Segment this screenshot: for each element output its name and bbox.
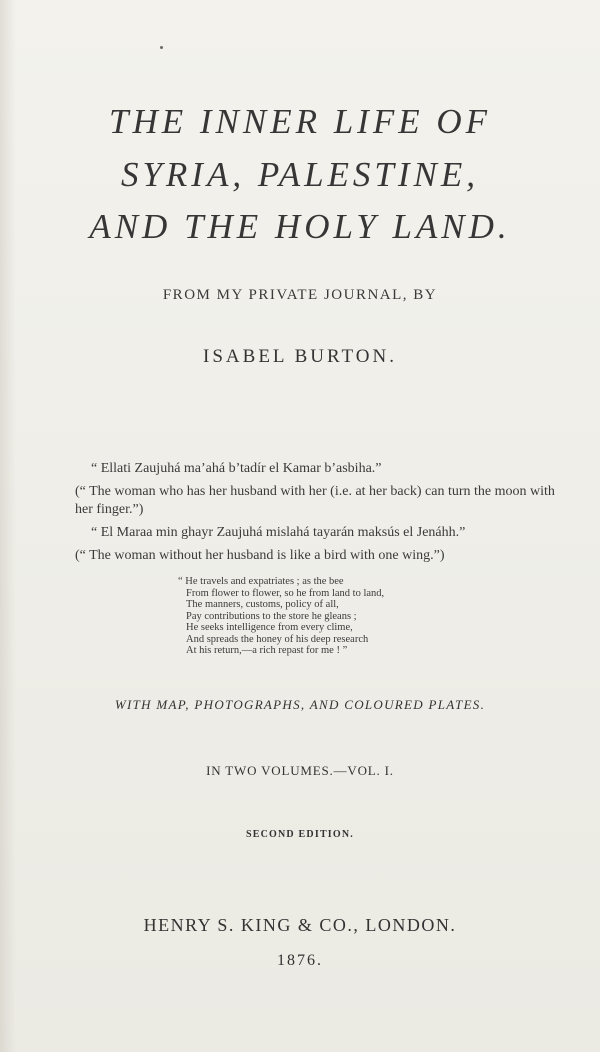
paper-speck [160,46,163,49]
subtitle: FROM MY PRIVATE JOURNAL, BY [162,287,438,303]
publication-year: 1876. [277,952,323,969]
poem-line: At his return,—a rich repast for me ! ” [186,645,348,656]
poem-quote [178,576,384,657]
epigraph-line-1: “ Ellati Zaujuhá ma’ahá b’tadír el Kamar b’asbiha.” [91,461,382,476]
poem-line: Pay contributions to the store he gleans ; [186,610,357,622]
illustrations-note: WITH MAP, PHOTOGRAPHS, AND COLOURED PLATES. [114,697,486,712]
title-line-3: AND THE HOLY LAND. [89,207,511,246]
epigraph [75,460,575,570]
author-name: ISABEL BURTON. [203,346,397,367]
poem-line: He seeks intelligence from every clime, [186,622,353,633]
title-line-1: THE INNER LIFE OF [108,102,491,141]
volumes-note: IN TWO VOLUMES.—VOL. I. [206,763,394,778]
poem-line: The manners, customs, policy of all, [186,599,339,610]
title-line-2: SYRIA, PALESTINE, [120,155,480,194]
epigraph-line-2: (“ The woman who has her husband with her (i.e. at her back) can turn the moon with her finger.”) [75,484,555,517]
epigraph-line-4: (“ The woman without her husband is like a bird with one wing.”) [75,548,445,563]
poem-line: And spreads the honey of his deep research [186,633,369,645]
poem-line: “ He travels and expatriates ; as the bee [178,576,344,587]
edition-note: SECOND EDITION. [245,829,355,840]
poem-line: From flower to flower, so he from land to land, [186,587,385,599]
publisher-imprint: HENRY S. KING & CO., LONDON. [143,915,457,935]
epigraph-line-3: “ El Maraa min ghayr Zaujuhá mislahá tayarán maksús el Jenáhh.” [91,525,466,540]
